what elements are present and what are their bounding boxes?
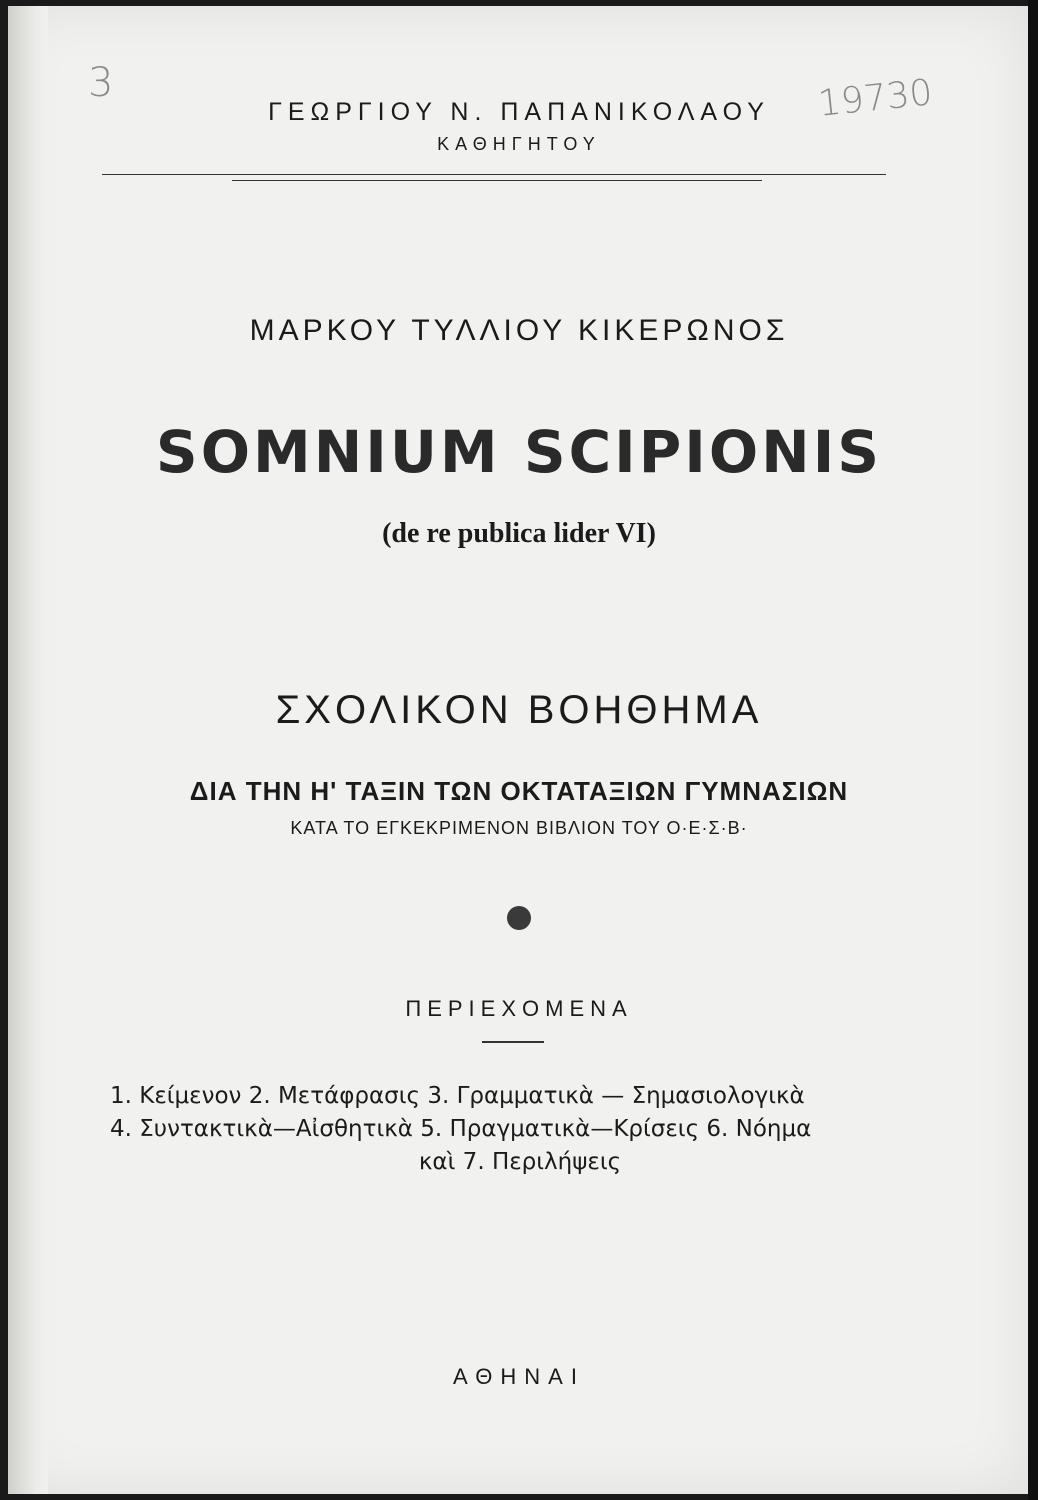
header-rule <box>102 174 886 175</box>
ornament <box>0 906 1038 935</box>
bullet-ornament-icon <box>507 906 531 930</box>
work-subtitle: (de re publica lider VI) <box>382 518 656 549</box>
handwritten-catalog-number: 19730 <box>816 72 935 125</box>
work-title: SOMNIUM SCIPIONIS <box>155 418 883 486</box>
author-name: ΓΕΩΡΓΙΟΥ Ν. ΠΑΠΑΝΙΚΟΛΑΟΥ <box>268 98 770 126</box>
header-rule-short <box>232 180 762 181</box>
classical-author: ΜΑΡΚΟΥ ΤΥΛΛΙΟΥ ΚΙΚΕΡΩΝΟΣ <box>249 314 789 347</box>
spine-edge <box>8 6 48 1494</box>
imprint-place: ΑΘΗΝΑΙ <box>453 1364 585 1389</box>
contents-line: καὶ 7. Περιλήψεις <box>418 1149 622 1175</box>
contents-line: 4. Συντακτικὰ—Αἰσθητικὰ 5. Πραγματικὰ—Κρίσεις 6. Νόημα <box>110 1116 812 1142</box>
scan-border <box>1028 0 1038 1500</box>
contents-heading: ΠΕΡΙΕΧΟΜΕΝΑ <box>405 996 633 1021</box>
author-title: ΚΑΘΗΓΗΤΟΥ <box>437 134 601 154</box>
approved-line: ΚΑΤΑ ΤΟ ΕΓΚΕΚΡΙΜΕΝΟΝ ΒΙΒΛΙΟΝ ΤΟΥ Ο·Ε·Σ·Β· <box>290 818 748 838</box>
handwritten-corner-mark: 3 <box>88 60 114 106</box>
book-cover <box>8 6 1028 1494</box>
school-aid-heading: ΣΧΟΛΙΚΟΝ ΒΟΗΘΗΜΑ <box>275 688 763 732</box>
contents-line: 1. Κείμενον 2. Μετάφρασις 3. Γραμματικὰ — Σημασιολογικὰ <box>110 1083 805 1109</box>
contents-rule <box>482 1041 544 1043</box>
contents-list <box>110 1080 930 1179</box>
class-line: ΔΙΑ ΤΗΝ Η' ΤΑΞΙΝ ΤΩΝ ΟΚΤΑΤΑΞΙΩΝ ΓΥΜΝΑΣΙΩΝ <box>189 776 849 806</box>
